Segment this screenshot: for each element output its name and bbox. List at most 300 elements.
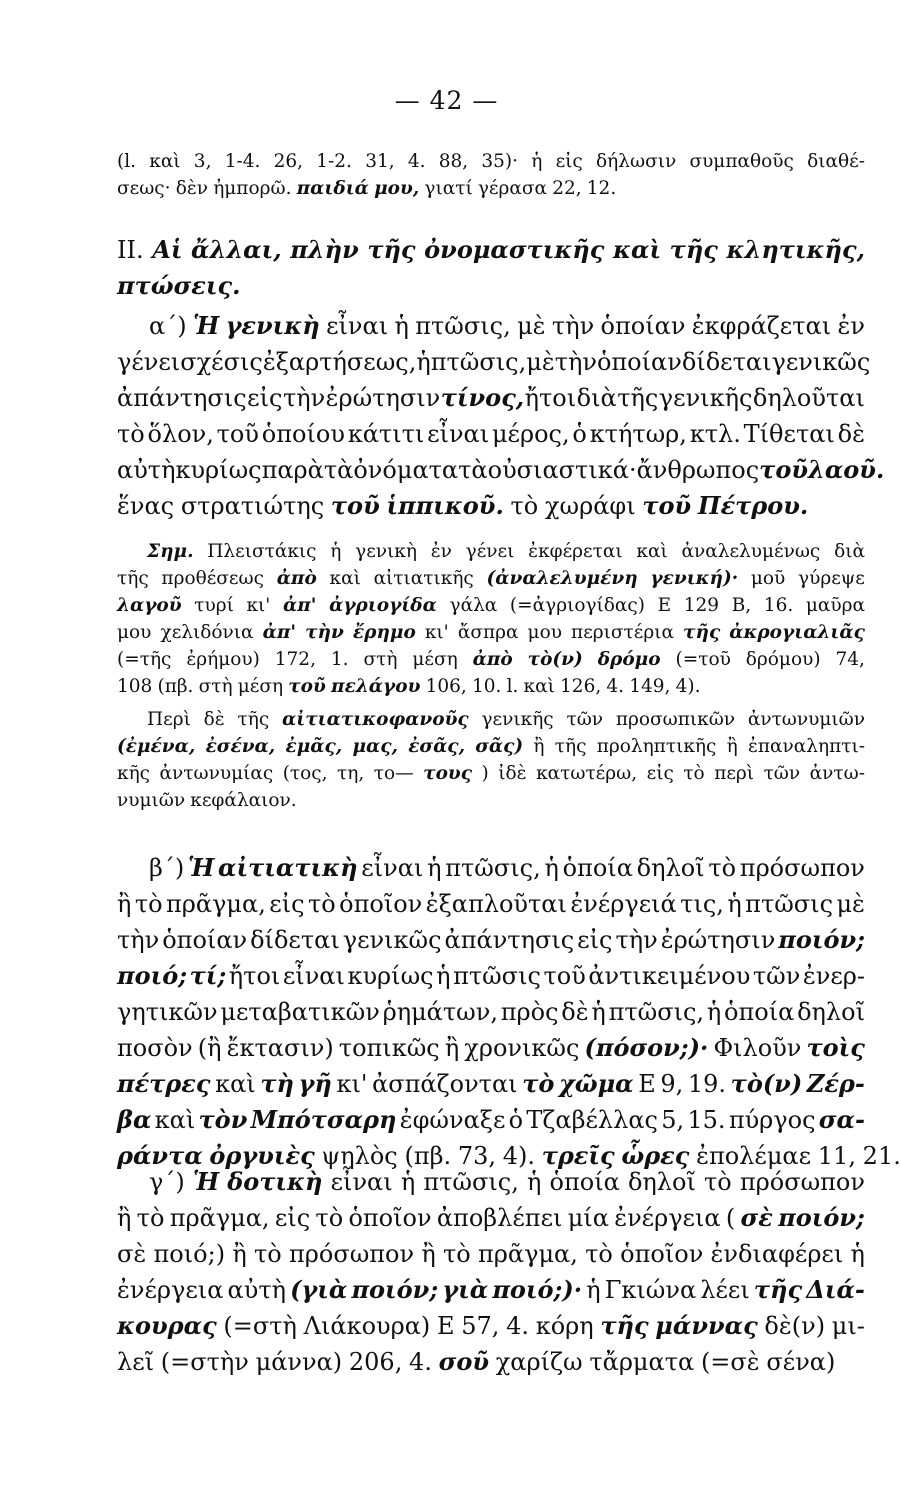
word: γέρασα [477,178,548,199]
word: στὴ [198,676,233,697]
emphasized-word: πλὴν [290,235,359,264]
word: τὰ [458,456,488,484]
word: μου [117,622,152,643]
word: πτῶσις [453,962,541,990]
word: (=στὴ [223,1312,297,1340]
word: γενικῶς [342,926,442,954]
word: τἄρματα [589,1348,695,1376]
word: (πβ. [404,1142,452,1170]
emphasized-word: τὴν [305,622,344,643]
word: τὸ [683,763,705,784]
word: ἡ [400,1168,416,1196]
word: τοῦ [543,962,586,990]
word: α΄) [149,312,187,340]
word: ὁποῖον [348,1204,432,1232]
word: ἐξαρτήσεως, [262,348,417,376]
word: τὸ [704,1168,732,1196]
word: 1. [330,649,349,670]
text-line [117,886,865,922]
emphasized-word: τὸν [198,1105,248,1134]
word: τη, [337,763,365,784]
emphasized-word: ἄλλαι, [191,235,282,264]
word: τὴν [282,384,326,412]
word: ἢ [726,736,738,757]
word: μὲ [836,890,865,918]
text-line [117,958,865,994]
emphasized-word: ποιόν; [351,1275,439,1304]
text-line [117,380,865,416]
emphasized-word: ἐμᾶς, [285,736,343,757]
word: 22, [552,178,582,199]
emphasized-word: σοῦ [438,1347,490,1376]
section-heading [117,232,865,304]
word: πρᾶγμα, [478,1240,578,1268]
word: (τος, [282,763,328,784]
word: ὁποῖον [620,1240,704,1268]
emphasized-word: γενικὴ [225,311,320,340]
word: μαῦρα [805,595,865,616]
emphasized-word: τὴ [260,1069,294,1098]
word: Τίθεται [743,420,835,448]
emphasized-word: ἐσένα, [205,736,276,757]
emphasized-word: ἀπὸ [472,649,513,670]
word: εἶναι [282,962,345,990]
word: ἀποβλέπει [436,1204,563,1232]
word: γάλα [449,595,498,616]
note-genitive [117,538,865,700]
word: τῶν [752,962,801,990]
word: διὰ [576,384,617,412]
word: 4). [675,676,701,697]
word: ὁποία [562,854,633,882]
word: γενικῶς [771,348,871,376]
word: (=σὲ [700,1348,760,1376]
word: ἐφώναξε [399,1106,506,1134]
word: εἰς [274,1204,311,1232]
emphasized-word: ποιό; [117,961,188,990]
word: 16. [763,595,794,616]
word: μάννα) [255,1348,343,1376]
word: (=στὴν [160,1348,249,1376]
word: 4. [506,1312,530,1340]
word: τὸ [315,1204,344,1232]
paragraph-accusative [117,850,901,1174]
text-line [117,733,865,760]
word: ἕνας [117,492,175,520]
word: Γκιώνα [604,1276,697,1304]
word: ἐκφέρεται [528,541,623,562]
word: δὲν [175,178,209,199]
text-line [117,1344,865,1380]
word: δὲ(ν) [764,1312,826,1340]
emphasized-word: ὧρες [621,1141,690,1170]
emphasized-word: κουρας [117,1311,217,1340]
emphasized-word: τῆς [753,1275,803,1304]
emphasized-word: Διά- [806,1275,865,1304]
word: τὸ [708,854,737,882]
word: δηλοῖ [627,1168,696,1196]
word: ἔκτασιν) [226,1034,334,1062]
word: τὴν [551,312,595,340]
emphasized-word: τοῦ [759,455,808,484]
word: κτλ. [689,420,741,448]
word: ψηλὸς [321,1142,398,1170]
emphasized-word: ἔρημο [352,622,416,643]
word: (=τῆς [117,649,172,670]
word: το— [373,763,414,784]
word: Ε [437,1312,455,1340]
emphasized-word: δοτικὴ [227,1167,323,1196]
word: μοῦ [750,568,786,589]
word: κυρίως [175,456,262,484]
word: νυμιῶν [117,790,186,811]
word: δίδεται [681,348,772,376]
emphasized-word: τὸ(ν) [527,649,583,670]
word: δίδεται [250,926,340,954]
word: εἰς [555,151,583,172]
word: δηλοῖ [797,998,865,1026]
word: ἄνθρωπος [636,456,760,484]
word: καὶ [154,1106,196,1134]
word: δρόμου) [745,649,821,670]
word: σεως· [117,178,171,199]
word: αὐτὴ [117,456,176,484]
word: εἶναι [330,1168,393,1196]
word: 19. [687,1070,727,1098]
word: περὶ [714,763,755,784]
word: τῆς [117,568,149,589]
word: ἐρώτησιν [325,384,441,412]
word: 172, [274,649,316,670]
word: στὴ [363,649,398,670]
text-line [117,922,865,958]
word: ὁποίαν [162,926,248,954]
emphasized-word: ὀργυιὲς [209,1141,315,1170]
word: πρᾶγμα, [169,1204,270,1232]
word: ἢ [444,1034,460,1062]
word: εἰς [577,926,613,954]
word: ἐνέργειά [570,890,677,918]
word: μὲ [526,348,555,376]
word: 74, [835,649,865,670]
word: ἡ [706,998,722,1026]
emphasized-word: (γιὰ [290,1275,348,1304]
emphasized-word: καὶ [612,235,662,264]
word: ἢ [533,736,545,757]
word: ἐνερ- [802,962,865,990]
text-line [117,344,871,380]
word: καὶ [149,151,181,172]
word: ἡ [531,151,543,172]
word: τὸ [136,1204,165,1232]
word: ἐνέργεια [614,1204,721,1232]
emphasized-word: ἀπὸ [276,568,317,589]
text-line [117,760,865,787]
emphasized-word: ἀπ' [283,595,317,616]
word: 21. [862,1142,901,1170]
emphasized-word: γενική)· [650,568,739,589]
word: ὁποίαν [596,348,682,376]
word: πρᾶγμα, [165,890,266,918]
word: ὁποίαν [600,312,686,340]
emphasized-word: τῆς [367,235,416,264]
word: διὰ [834,541,865,562]
word: μι- [831,1312,865,1340]
word: ἡ [394,312,409,340]
emphasized-word: βα [117,1105,152,1134]
word: ἐξαπλοῦται [425,890,567,918]
emphasized-word: πέτρες [117,1069,211,1098]
word: γενικῆς [658,384,753,412]
word: κι' [246,595,271,616]
emphasized-word: μας, [352,736,398,757]
word: πρόσωπον [288,1240,415,1268]
emphasized-word: τίνος, [440,383,525,412]
emphasized-word: τους [423,763,473,784]
word: πτῶσις, [415,312,511,340]
word: β΄) [149,854,185,882]
word: κόρη [535,1312,594,1340]
word: (=ἀγριογίδας) [509,595,645,616]
word: II. [117,236,144,264]
word: ἡ [330,541,342,562]
emphasized-word: Αἱ [152,235,183,264]
word: 35)· [481,151,519,172]
text-line [117,175,865,202]
word: γενικῆς [481,709,554,730]
text-line [117,646,865,673]
word: (l. [117,151,137,172]
word: ποσὸν [117,1034,193,1062]
word: ἢ [421,1240,436,1268]
word: ἀπάντησις [444,926,575,954]
word: προληπτικῆς [596,736,717,757]
text-line [117,1200,865,1236]
word: τὸ [134,890,163,918]
emphasized-word: Ζέρ- [806,1069,865,1098]
word: ἐπολέμαε [696,1142,812,1170]
text-line [117,787,865,814]
word: Λιάκουρα) [303,1312,431,1340]
emphasized-word: πελάγου [331,676,421,697]
text-line [117,565,865,592]
word: τυρί [194,595,234,616]
word: ἄσπρα [457,622,519,643]
word: μία [567,1204,609,1232]
text-line [117,1102,865,1138]
word: μὲ [517,312,546,340]
emphasized-word: γιὰ [442,1275,489,1304]
word: αἰτιατικῆς [373,568,474,589]
emphasized-word: γῆ [298,1069,332,1098]
word: τὰ [323,456,354,484]
text-line [117,1066,865,1102]
word: 206, [348,1348,403,1376]
word: τῶν [763,763,801,784]
text-line [117,673,865,700]
emphasized-word: κλητικῆς, [726,235,865,264]
word: ἀντωνυμίας [159,763,274,784]
word: ἐν [430,541,452,562]
emphasized-word: ἀπ' [262,622,297,643]
word: 9, [660,1070,684,1098]
emphasized-word: μάννας [655,1311,758,1340]
word: τὸ [443,1240,471,1268]
text-line [117,232,865,268]
word: ἡ [586,1276,601,1304]
emphasized-word: δρόμο [597,649,661,670]
emphasized-word: τρεῖς [541,1141,615,1170]
word: ἡ [526,1168,542,1196]
word: καὶ [636,541,668,562]
emphasized-word: τοὶς [806,1033,865,1062]
word: πρόσωπον [739,854,865,882]
emphasized-word: σα- [818,1105,865,1134]
word: ἰδὲ [498,763,527,784]
word: 106, [425,676,467,697]
word: τοπικῶς [338,1034,440,1062]
emphasized-word: ἀγριογίδα [329,595,437,616]
emphasized-word: παιδιά [296,178,369,199]
word: 15. [687,1106,726,1134]
word: γύρεψε [798,568,865,589]
emphasized-word: τῆς [669,235,718,264]
paragraph-dative [117,1164,865,1380]
word: οὐσιαστικά· [487,456,637,484]
word: ἢ [117,1204,132,1232]
text-line [117,1030,865,1066]
word: ἤτοι [524,384,577,412]
word: σχέσις [180,348,263,376]
text-line [117,416,865,452]
word: Ε [657,595,672,616]
word: 31, [365,151,395,172]
word: Ε [638,1070,656,1098]
word: 10. [471,676,502,697]
word: γ΄) [149,1168,185,1196]
intro-paragraph [117,148,865,202]
word: παρὰ [261,456,324,484]
word: κάτιτι [347,420,425,448]
text-line [117,452,885,488]
word: εἶναι [326,312,389,340]
word: περιστέρια [571,622,674,643]
emphasized-word: Πέτρου. [697,491,809,520]
word: τὸ [585,1240,613,1268]
word: Β, [731,595,752,616]
word: τις, [680,890,724,918]
word: τῶν [566,709,604,730]
word: δὲ [561,998,589,1026]
word: 1-2. [316,151,352,172]
word: Τζαβέλλας [526,1106,658,1134]
emphasized-word: τοῦ [642,491,692,520]
word: πτῶσις, [423,1168,519,1196]
emphasized-word: Σημ. [147,541,194,562]
word: 4. [407,151,426,172]
word: (ἢ [197,1034,222,1062]
word: γητικῶν [117,998,218,1026]
text-line [117,850,865,886]
word: ἐρώτησιν [660,926,776,954]
emphasized-word: τί; [189,961,227,990]
word: γιατί [424,178,473,199]
word: 11, [817,1142,856,1170]
word: κτήτωρ, [589,420,687,448]
emphasized-word: σὲ [740,1203,773,1232]
word: 126, [560,676,602,697]
word: γένει [465,541,515,562]
emphasized-word: αἰτιατικὴ [218,853,358,882]
word: προσωπικῶν [615,709,736,730]
word: κι' [336,1070,368,1098]
word: εἰς [646,763,674,784]
emphasized-word: (ἐμένα, [117,736,196,757]
word: ἐνδιαφέρει [710,1240,844,1268]
word: πτῶσις, [608,998,705,1026]
word: ποιό;) [153,1240,226,1268]
word: κῆς [117,763,151,784]
word: τῆς [237,709,270,730]
word: τὸ [510,492,539,520]
word: εἶναι [361,854,424,882]
word: 4). [502,1142,535,1170]
emphasized-word: λαοῦ. [807,455,885,484]
word: ὁποῖον [339,890,423,918]
word: ἐρήμου) [186,649,260,670]
word: (=τοῦ [675,649,731,670]
emphasized-word: ράντα [117,1141,203,1170]
emphasized-word: ἱππικοῦ. [386,491,504,520]
text-line [117,1236,865,1272]
emphasized-word: ποιό;)· [492,1275,583,1304]
emphasized-word: ἐσᾶς, [408,736,466,757]
word: μέση [412,649,458,670]
emphasized-word: Ἡ [192,1167,220,1196]
emphasized-word: Μπότσαρη [250,1105,397,1134]
text-line [117,1164,865,1200]
emphasized-word: (πόσον;)· [584,1033,709,1062]
word: ( [725,1204,736,1232]
emphasized-word: σᾶς) [475,736,524,757]
word: ἀντωνυμιῶν [747,709,865,730]
word: ἀντικειμένου [588,962,751,990]
word: ἡ [727,890,742,918]
word: ἐπαναληπτι- [747,736,865,757]
word: 57, [461,1312,500,1340]
word: δηλοῦται [752,384,865,412]
word: τὴν [615,926,658,954]
emphasized-word: τοῦ [330,491,380,520]
word: 12. [586,178,617,199]
page-number: — 42 — [394,86,499,115]
word: κατωτέρω, [536,763,638,784]
emphasized-word: τὸ(ν) [730,1069,803,1098]
word: εἶναι [427,420,490,448]
word: ἢ [117,890,132,918]
word: ἐν [837,312,865,340]
emphasized-word: πτώσεις. [117,271,241,300]
word: πτῶσις [745,890,834,918]
word: ἐκφράζεται [691,312,832,340]
emphasized-word: τῆς [683,622,721,643]
word: 4. [606,676,625,697]
word: ὁποία [549,1168,620,1196]
word: 3, [193,151,212,172]
word: τῆς [617,384,659,412]
text-line [117,994,865,1030]
word: χελιδόνια [160,622,254,643]
